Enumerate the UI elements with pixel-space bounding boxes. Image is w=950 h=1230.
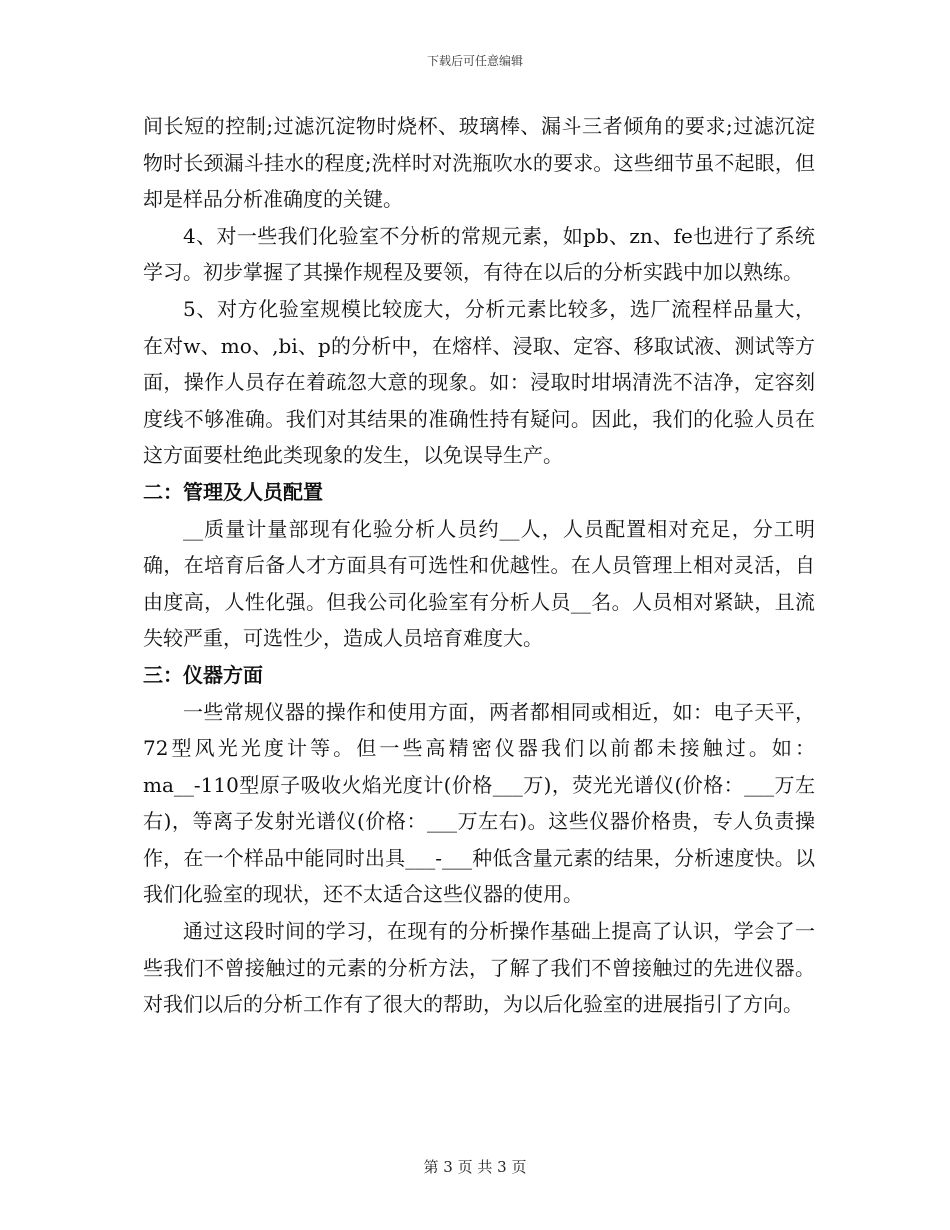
section-heading-management: 二：管理及人员配置 bbox=[143, 479, 323, 504]
section-heading-instruments: 三：仪器方面 bbox=[143, 662, 263, 687]
paragraph-instruments: 一些常规仪器的操作和使用方面，两者都相同或相近，如：电子天平，72型风光光度计等。但一些高精密仪器我们以前都未接触过。如：ma__-110型原子吸收火焰光度计(价格___万)，荧光光谱仪(价格：___万左右)，等离子发射光谱仪(价格：___万左右)。这些仪器价格贵，专人负责操作，在一个样品中能同时出具___-___种低含量元素的结果，分析速度快。以我们化验室的现状，还不太适合这些仪器的使用。 bbox=[143, 699, 815, 907]
page-footer: 第 3 页 共 3 页 bbox=[423, 1158, 527, 1176]
paragraph-conclusion: 通过这段时间的学习，在现有的分析操作基础上提高了认识，学会了一些我们不曾接触过的元素的分析方法，了解了我们不曾接触过的先进仪器。对我们以后的分析工作有了很大的帮助，为以后化验室的进展指引了方向。 bbox=[143, 919, 815, 1017]
paragraph-staffing: __质量计量部现有化验分析人员约__人，人员配置相对充足，分工明确，在培育后备人才方面具有可选性和优越性。在人员管理上相对灵活，自由度高，人性化强。但我公司化验室有分析人员__名。人员相对紧缺，且流失较严重，可选性少，造成人员培育难度大。 bbox=[143, 516, 815, 651]
page-header: 下载后可任意编辑 bbox=[426, 54, 523, 68]
paragraph-item-4: 4、对一些我们化验室不分析的常规元素，如pb、zn、fe也进行了系统学习。初步掌握了其操作规程及要领，有待在以后的分析实践中加以熟练。 bbox=[143, 223, 815, 285]
paragraph-continuation: 间长短的控制;过滤沉淀物时烧杯、玻璃棒、漏斗三者倾角的要求;过滤沉淀物时长颈漏斗挂水的程度;洗样时对洗瓶吹水的要求。这些细节虽不起眼，但却是样品分析准确度的关键。 bbox=[143, 114, 815, 212]
paragraph-item-5: 5、对方化验室规模比较庞大，分析元素比较多，选厂流程样品量大，在对w、mo、,bi、p的分析中，在熔样、浸取、定容、移取试液、测试等方面，操作人员存在着疏忽大意的现象。如：浸取时坩埚清洗不洁净，定容刻度线不够准确。我们对其结果的准确性持有疑问。因此，我们的化验人员在这方面要杜绝此类现象的发生，以免误导生产。 bbox=[143, 296, 815, 468]
document-body bbox=[143, 108, 815, 1023]
